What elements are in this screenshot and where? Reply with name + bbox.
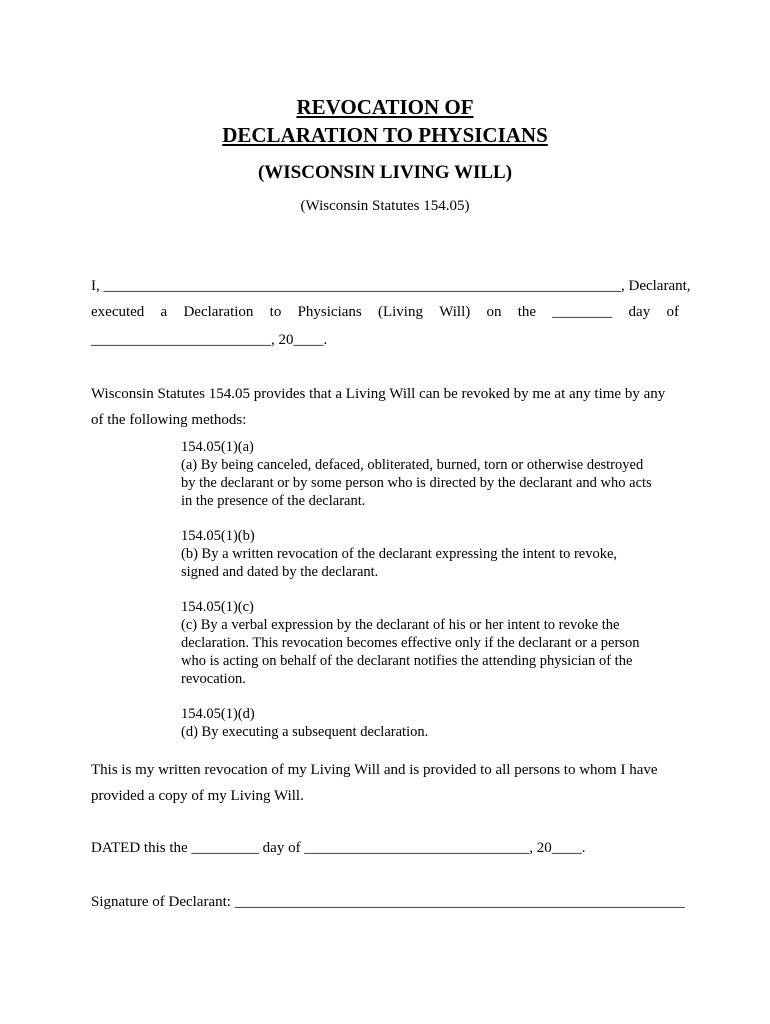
intro-word: a (160, 304, 168, 320)
document-title-line1: REVOCATION OF (296, 95, 474, 119)
intro-line-1: I, _____________________________________________________________________, Declarant, (91, 278, 691, 294)
intro-word: (Living (377, 304, 423, 320)
document-subtitle: (WISCONSIN LIVING WILL) (257, 162, 513, 183)
signature-line: Signature of Declarant: ____________________________________________________________ (91, 894, 685, 910)
method-text-line: (d) By executing a subsequent declaration. (181, 724, 429, 740)
method-text-line: revocation. (181, 671, 246, 687)
document-title-line2: DECLARATION TO PHYSICIANS (222, 123, 548, 147)
method-text-line: signed and dated by the declarant. (181, 564, 379, 580)
intro-line-2 (91, 304, 679, 321)
closing-line-1: This is my written revocation of my Living Will and is provided to all persons to whom I have (91, 762, 658, 778)
dated-line: DATED this the _________ day of ______________________________, 20____. (91, 840, 586, 856)
method-text-line: (a) By being canceled, defaced, obliterated, burned, torn or otherwise destroyed (181, 457, 644, 473)
method-code: 154.05(1)(d) (181, 706, 255, 722)
statute-reference: (Wisconsin Statutes 154.05) (300, 198, 470, 214)
method-text-line: in the presence of the declarant. (181, 493, 366, 509)
intro-word: Declaration (183, 304, 254, 320)
statement-line-2: of the following methods: (91, 412, 247, 428)
intro-word: to (269, 304, 282, 320)
method-a (181, 438, 681, 510)
intro-word: day (628, 304, 651, 320)
intro-line-3: ________________________, 20____. (91, 332, 328, 348)
intro-word: the (517, 304, 537, 320)
method-text-line: (b) By a written revocation of the declarant expressing the intent to revoke, (181, 546, 618, 562)
intro-word: of (666, 304, 679, 320)
intro-word: executed (91, 304, 145, 320)
method-text-line: who is acting on behalf of the declarant notifies the attending physician of the (181, 653, 633, 669)
method-text-line: (c) By a verbal expression by the declarant of his or her intent to revoke the (181, 617, 620, 633)
intro-word: Physicians (297, 304, 362, 320)
method-code: 154.05(1)(a) (181, 439, 254, 455)
method-d (181, 705, 681, 741)
method-text-line: by the declarant or by some person who is directed by the declarant and who acts (181, 475, 652, 491)
method-code: 154.05(1)(b) (181, 528, 255, 544)
method-text-line: declaration. This revocation becomes effective only if the declarant or a person (181, 635, 640, 651)
method-c (181, 598, 681, 688)
closing-line-2: provided a copy of my Living Will. (91, 788, 304, 804)
statement-line-1: Wisconsin Statutes 154.05 provides that a Living Will can be revoked by me at any time by any (91, 386, 666, 402)
intro-word: ________ (552, 304, 613, 320)
intro-word: Will) (439, 304, 471, 320)
intro-word: on (486, 304, 502, 320)
method-b (181, 527, 681, 581)
method-code: 154.05(1)(c) (181, 599, 254, 615)
